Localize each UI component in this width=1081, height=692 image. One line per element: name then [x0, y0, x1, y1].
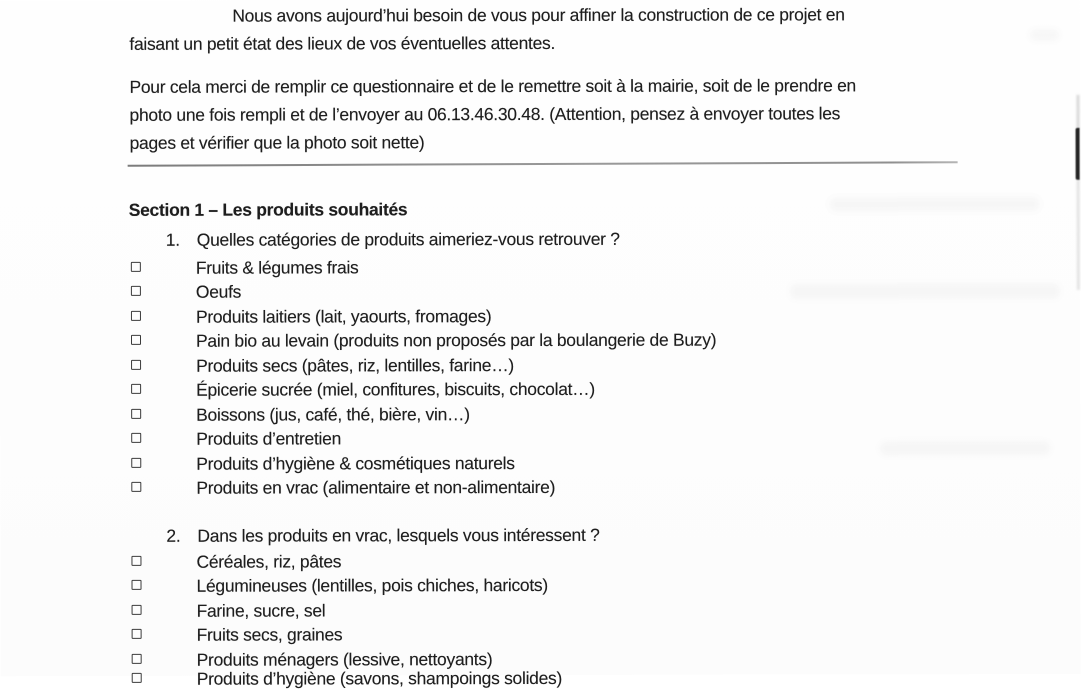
option-row: [0, 254, 1080, 281]
option-row: [0, 327, 1080, 354]
scan-edge-artifact: [1077, 180, 1080, 290]
intro-line-1: Nous avons aujourd’hui besoin de vous pour affiner la construction de ce projet en: [232, 4, 845, 26]
checkbox-q2-option-2[interactable]: [132, 580, 142, 590]
scan-smudge: [830, 197, 1040, 211]
scan-smudge: [790, 283, 1060, 300]
question-1-number: 1.: [165, 229, 180, 250]
option-row: [1, 597, 1081, 624]
instructions-line-3: pages et vérifier que la photo soit nette): [129, 132, 425, 153]
instructions-line-1: Pour cela merci de remplir ce questionnaire et de le remettre soit à la mairie, soit de le prendre en: [129, 75, 856, 97]
option-row: [0, 572, 1080, 599]
option-label: Farine, sucre, sel: [196, 600, 326, 621]
scan-edge-artifact: [1076, 95, 1079, 129]
option-label: Fruits secs, graines: [196, 624, 343, 645]
option-row: [0, 548, 1080, 575]
option-label: Produits d’hygiène (savons, shampoings solides): [196, 667, 563, 689]
option-label: Produits d’hygiène & cosmétiques naturels: [196, 453, 515, 474]
checkbox-q2-option-4[interactable]: [132, 629, 142, 639]
option-label: Oeufs: [195, 281, 242, 302]
option-label: Boissons (jus, café, thé, bière, vin…): [196, 404, 470, 425]
checkbox-q1-option-3[interactable]: [131, 311, 141, 321]
scan-smudge: [1029, 29, 1059, 41]
option-row: [0, 474, 1080, 501]
checkbox-q1-option-4[interactable]: [131, 335, 141, 345]
intro-line-2: faisant un petit état des lieux de vos éventuelles attentes.: [129, 32, 556, 54]
option-label: Pain bio au levain (produits non proposés par la boulangerie de Buzy): [195, 329, 717, 351]
option-label: Produits laitiers (lait, yaourts, fromages): [195, 306, 492, 327]
option-label: Épicerie sucrée (miel, confitures, biscuits, chocolat…): [196, 378, 595, 400]
option-label: Produits secs (pâtes, riz, lentilles, farine…): [196, 355, 514, 376]
question-2-number: 2.: [166, 525, 181, 546]
question-2: [0, 524, 1080, 551]
section-divider: [128, 161, 958, 166]
option-row: [0, 303, 1080, 330]
checkbox-q1-option-2[interactable]: [131, 286, 141, 296]
checkbox-q2-option-6[interactable]: [132, 673, 142, 683]
option-row: [0, 352, 1080, 379]
checkbox-q2-option-1[interactable]: [131, 556, 141, 566]
checkbox-q1-option-7[interactable]: [131, 409, 141, 419]
option-row-clipped: [1, 665, 1081, 692]
checkbox-q2-option-5[interactable]: [132, 654, 142, 664]
question-1: [0, 228, 1080, 255]
option-row: [1, 621, 1081, 648]
scan-edge-artifact: [1076, 128, 1080, 180]
checkbox-q1-option-9[interactable]: [131, 458, 141, 468]
option-label: Légumineuses (lentilles, pois chiches, haricots): [196, 574, 548, 596]
checkbox-q1-option-6[interactable]: [131, 384, 141, 394]
option-label: Produits ménagers (lessive, nettoyants): [196, 649, 493, 670]
option-label: Fruits & légumes frais: [195, 257, 359, 278]
scan-smudge: [880, 441, 1050, 455]
question-2-text: Dans les produits en vrac, lesquels vous intéressent ?: [197, 524, 600, 546]
checkbox-q1-option-5[interactable]: [131, 360, 141, 370]
checkbox-q2-option-3[interactable]: [132, 605, 142, 615]
option-label: Produits en vrac (alimentaire et non-alimentaire): [196, 476, 556, 498]
option-label: Céréales, riz, pâtes: [196, 551, 342, 572]
section1-title: Section 1 – Les produits souhaités: [128, 199, 408, 220]
option-row: [0, 401, 1080, 428]
checkbox-q1-option-8[interactable]: [131, 433, 141, 443]
option-row: [0, 376, 1080, 403]
instructions-line-2: photo une fois rempli et de l’envoyer au 06.13.46.30.48. (Attention, pensez à envoyer toutes les: [129, 103, 841, 125]
option-label: Produits d’entretien: [196, 428, 342, 449]
checkbox-q1-option-1[interactable]: [131, 262, 141, 272]
question-1-text: Quelles catégories de produits aimeriez-vous retrouver ?: [196, 228, 620, 250]
checkbox-q1-option-10[interactable]: [131, 482, 141, 492]
